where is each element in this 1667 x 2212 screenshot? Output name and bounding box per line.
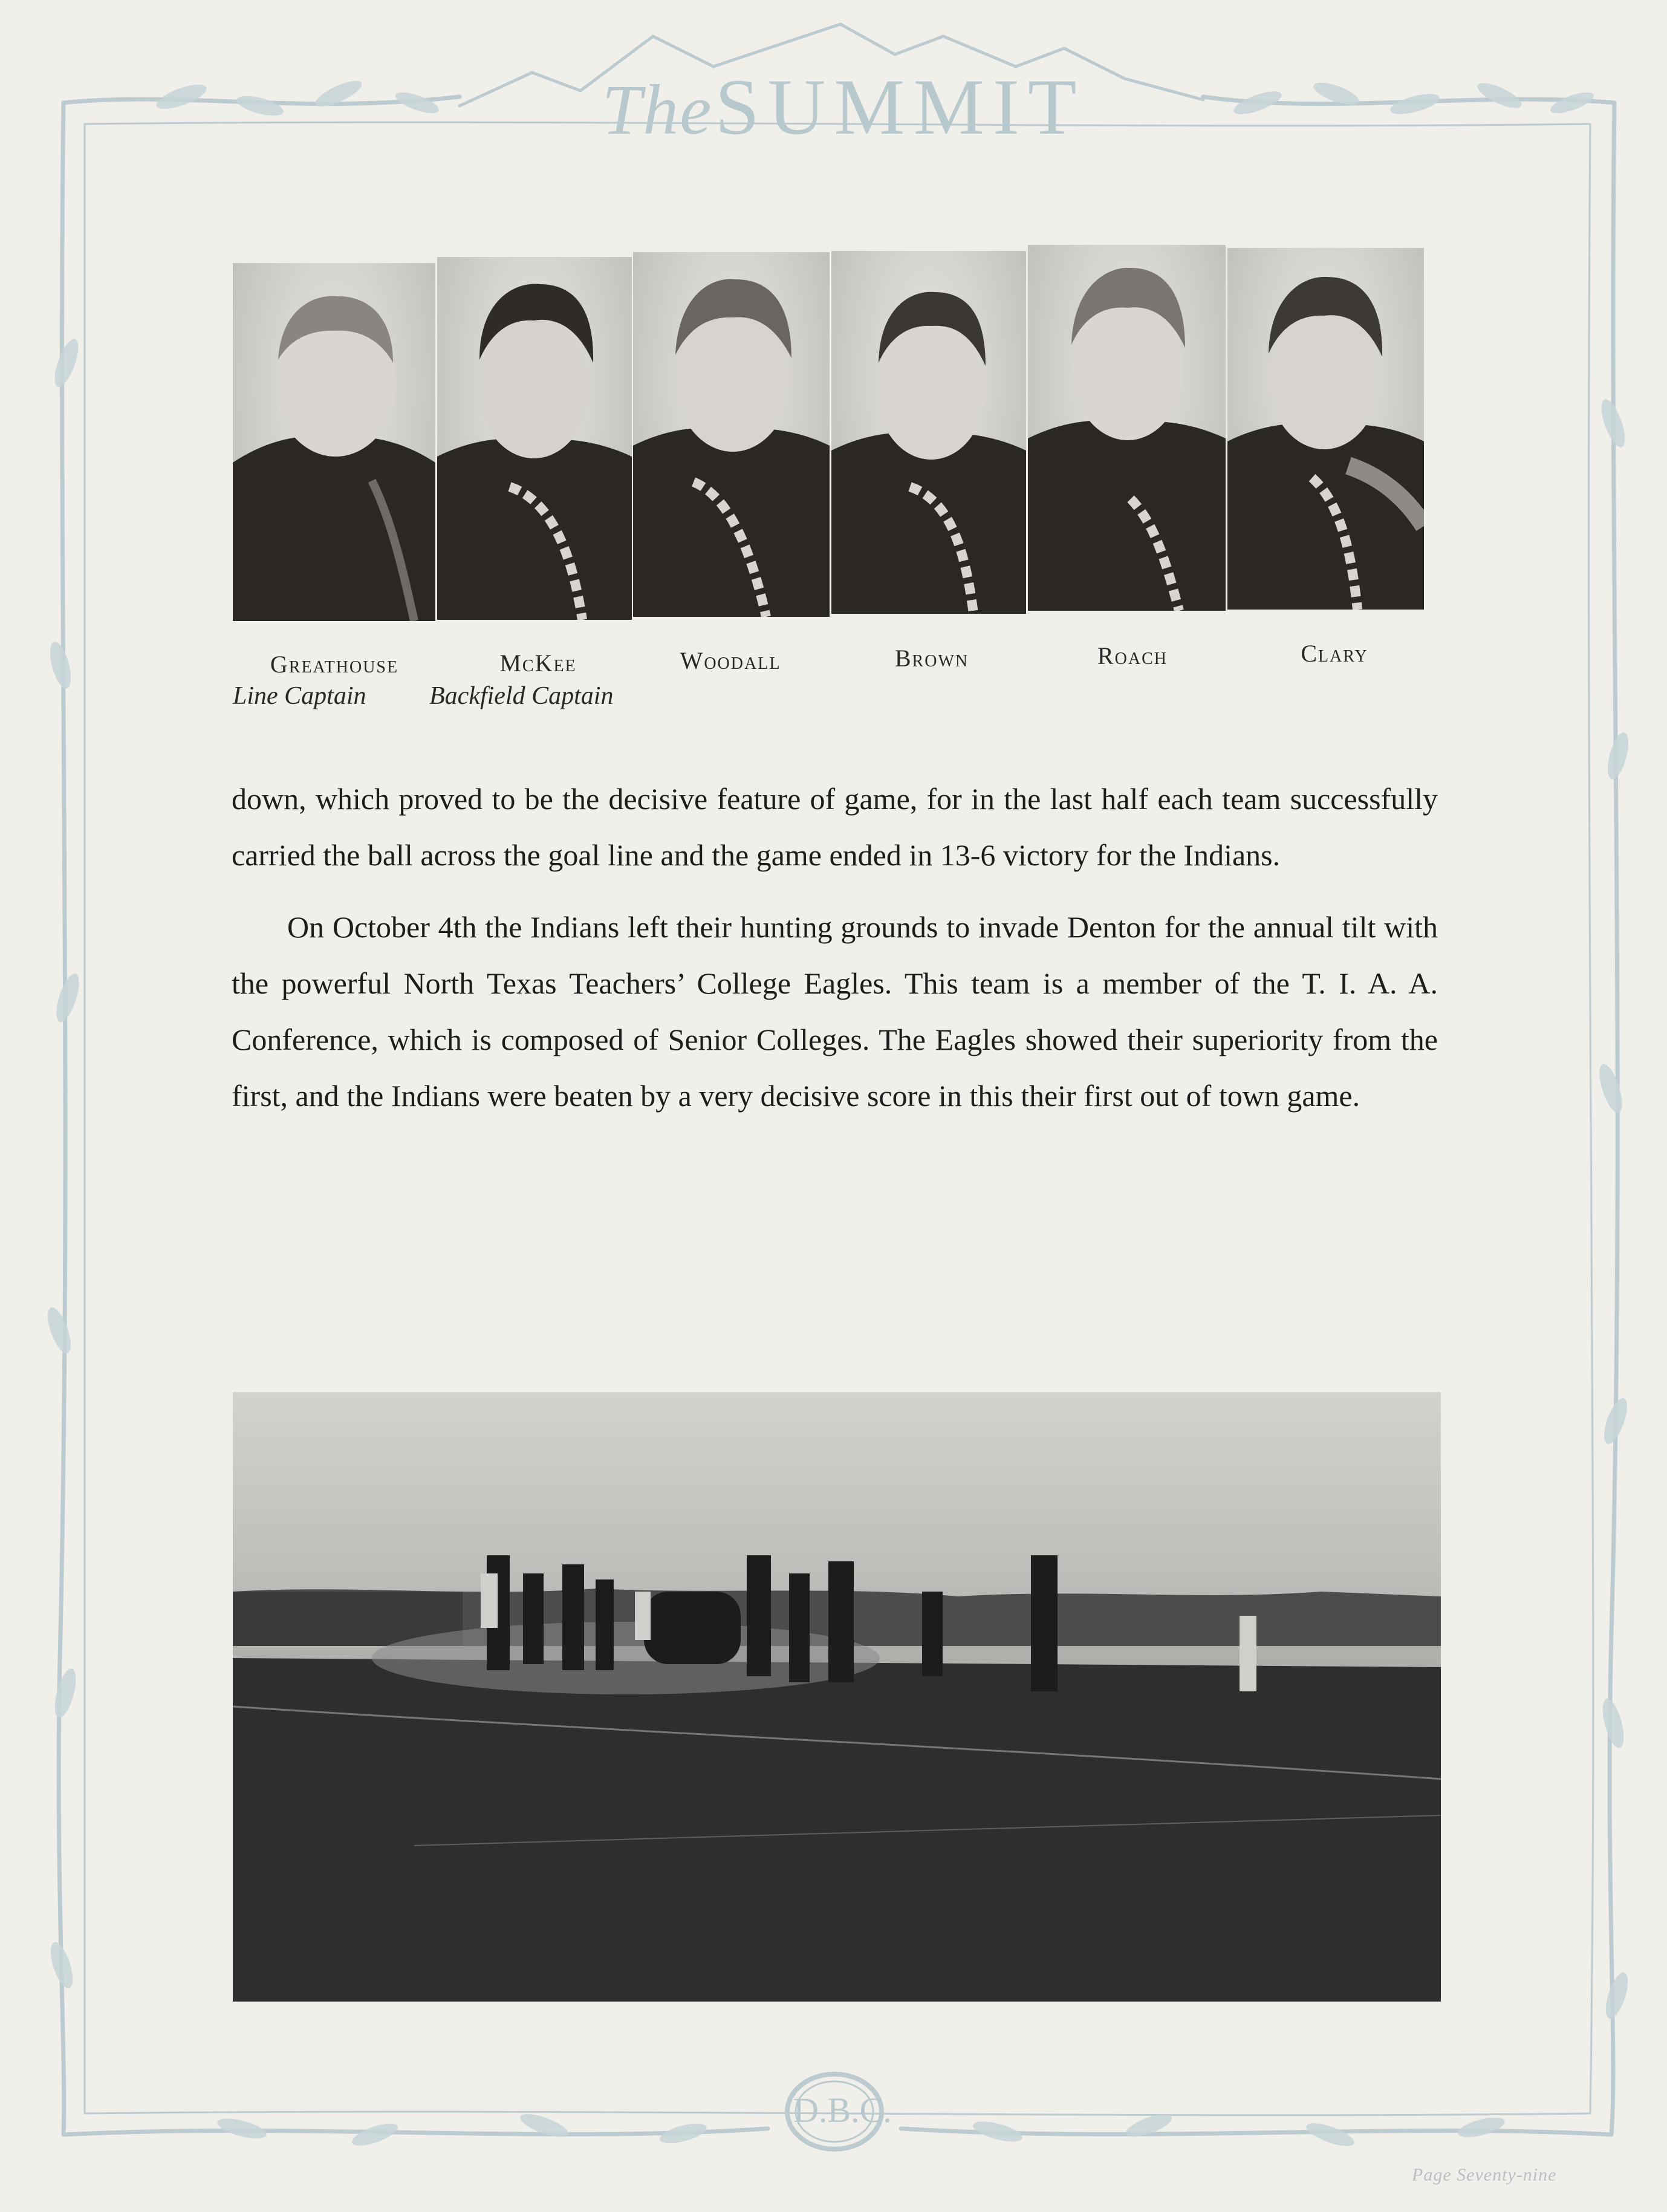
page-number: Page Seventy-nine: [1412, 2165, 1557, 2185]
player-role-greathouse: Line Captain: [233, 682, 366, 710]
portrait-roach: [1028, 245, 1226, 611]
player-name-greathouse: Greathouse: [270, 651, 399, 678]
player-role-mckee: Backfield Captain: [429, 682, 614, 710]
masthead-title: [502, 60, 1185, 151]
dbc-seal-text: D.B.C.: [793, 2090, 892, 2130]
paragraph-2: On October 4th the Indians left their hunting grounds to invade Denton for the annual tilt with the powerful North Texas Teachers’ College Eagles. This team is a member of the T. I. A. A. Conference, which is composed of Senior Colleges. The Eagles showed their superiority from the first, and the Indians were beaten by a very decisive score in this their first out of town game.: [232, 910, 1438, 1113]
player-name-clary: Clary: [1301, 640, 1368, 667]
player-name-woodall: Woodall: [680, 647, 781, 674]
portrait-mckee: [437, 257, 632, 620]
player-name-roach: Roach: [1097, 642, 1168, 669]
masthead-main: SUMMIT: [715, 62, 1085, 151]
player-name-brown: Brown: [894, 645, 969, 672]
portrait-clary: [1227, 248, 1424, 610]
portrait-brown: [831, 251, 1026, 614]
paragraph-1: down, which proved to be the decisive feature of game, for in the last half each team successfully carried the ball across the goal line and the game ended in 13-6 victory for the Indians.: [232, 782, 1438, 872]
player-captions: [233, 640, 1424, 717]
player-name-mckee: McKee: [499, 649, 577, 677]
article-body: [232, 771, 1438, 1124]
masthead-prefix: The: [602, 70, 713, 149]
football-game-photo: [233, 1392, 1441, 2002]
portrait-greathouse: [233, 263, 435, 621]
portrait-woodall: [633, 252, 830, 617]
portrait-strip: [233, 245, 1424, 623]
